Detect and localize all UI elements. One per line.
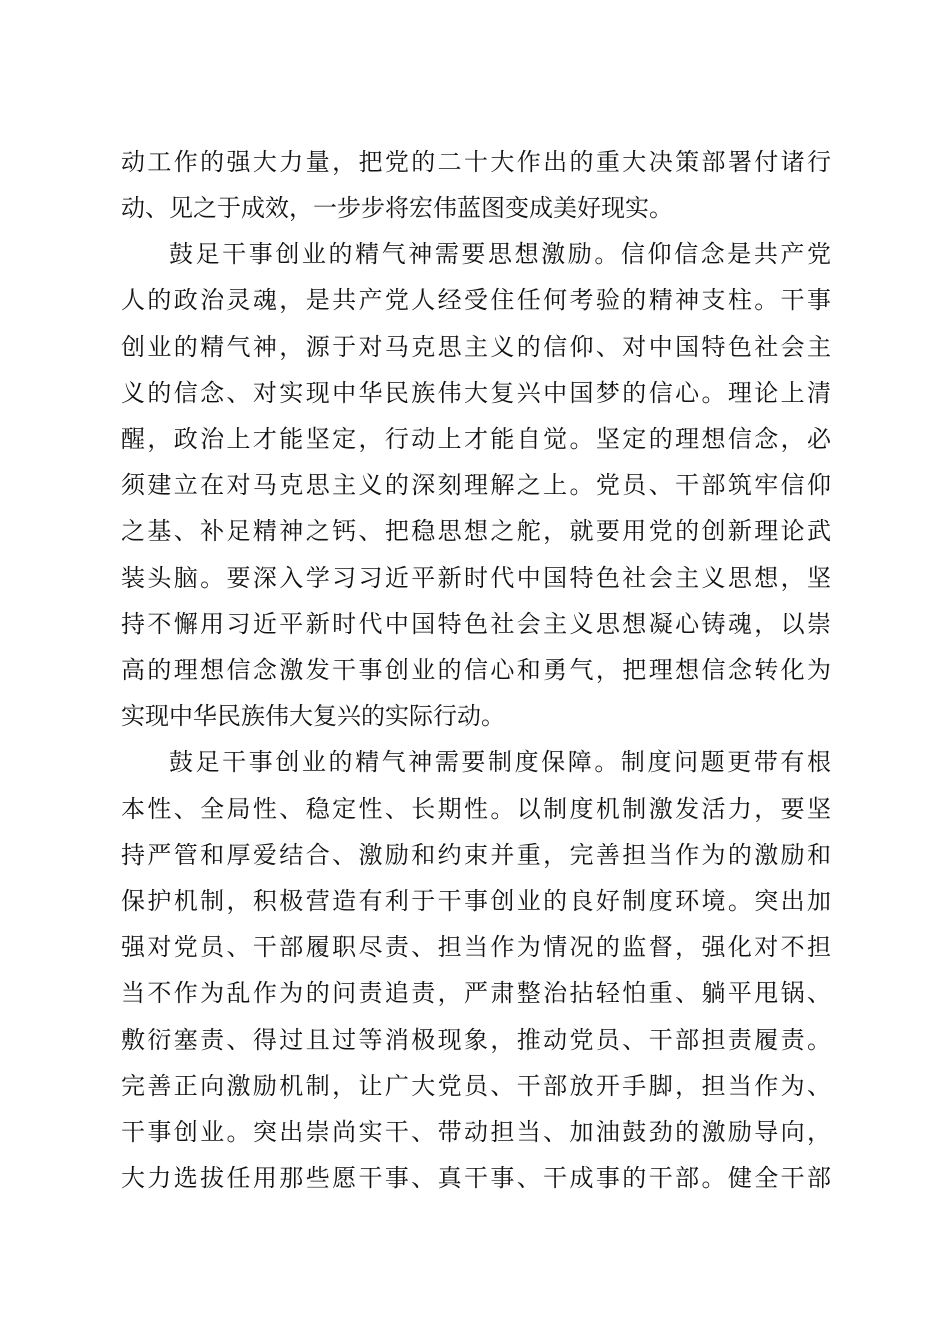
paragraph-3-line-10: 大力选拔任用那些愿干事、真干事、干成事的干部。健全干部	[121, 1164, 831, 1192]
paragraph-2-line-7: 之基、补足精神之钙、把稳思想之舵，就要用党的创新理论武	[121, 517, 831, 545]
paragraph-3-line-3: 持严管和厚爱结合、激励和约束并重，完善担当作为的激励和	[121, 841, 831, 869]
paragraph-2-line-9: 持不懈用习近平新时代中国特色社会主义思想凝心铸魂，以崇	[121, 610, 831, 638]
paragraph-3-line-4: 保护机制，积极营造有利于干事创业的良好制度环境。突出加	[121, 887, 831, 915]
paragraph-3-line-9: 干事创业。突出崇尚实干、带动担当、加油鼓劲的激励导向，	[121, 1118, 831, 1146]
paragraph-3-line-5: 强对党员、干部履职尽责、担当作为情况的监督，强化对不担	[121, 933, 831, 961]
paragraph-2-line-1: 鼓足干事创业的精气神需要思想激励。信仰信念是共产党	[169, 240, 831, 268]
paragraph-2-line-5: 醒，政治上才能坚定，行动上才能自觉。坚定的理想信念，必	[121, 425, 831, 453]
paragraph-2-line-11: 实现中华民族伟大复兴的实际行动。	[121, 702, 505, 730]
paragraph-2-line-8: 装头脑。要深入学习习近平新时代中国特色社会主义思想，坚	[121, 564, 831, 592]
paragraph-1-line-2: 动、见之于成效，一步步将宏伟蓝图变成美好现实。	[121, 194, 673, 222]
paragraph-2-line-4: 义的信念、对实现中华民族伟大复兴中国梦的信心。理论上清	[121, 379, 831, 407]
paragraph-2-line-2: 人的政治灵魂，是共产党人经受住任何考验的精神支柱。干事	[121, 286, 831, 314]
paragraph-2-line-3: 创业的精气神，源于对马克思主义的信仰、对中国特色社会主	[121, 333, 831, 361]
paragraph-3-line-7: 敷衍塞责、得过且过等消极现象，推动党员、干部担责履责。	[121, 1026, 831, 1054]
paragraph-3-line-8: 完善正向激励机制，让广大党员、干部放开手脚，担当作为、	[121, 1072, 831, 1100]
paragraph-3-line-6: 当不作为乱作为的问责追责，严肃整治拈轻怕重、躺平甩锅、	[121, 979, 831, 1007]
paragraph-3-line-2: 本性、全局性、稳定性、长期性。以制度机制激发活力，要坚	[121, 795, 831, 823]
paragraph-2-line-10: 高的理想信念激发干事创业的信心和勇气，把理想信念转化为	[121, 656, 831, 684]
paragraph-3-line-1: 鼓足干事创业的精气神需要制度保障。制度问题更带有根	[169, 748, 831, 776]
paragraph-1-line-1: 动工作的强大力量，把党的二十大作出的重大决策部署付诸行	[121, 148, 831, 176]
paragraph-2-line-6: 须建立在对马克思主义的深刻理解之上。党员、干部筑牢信仰	[121, 471, 831, 499]
